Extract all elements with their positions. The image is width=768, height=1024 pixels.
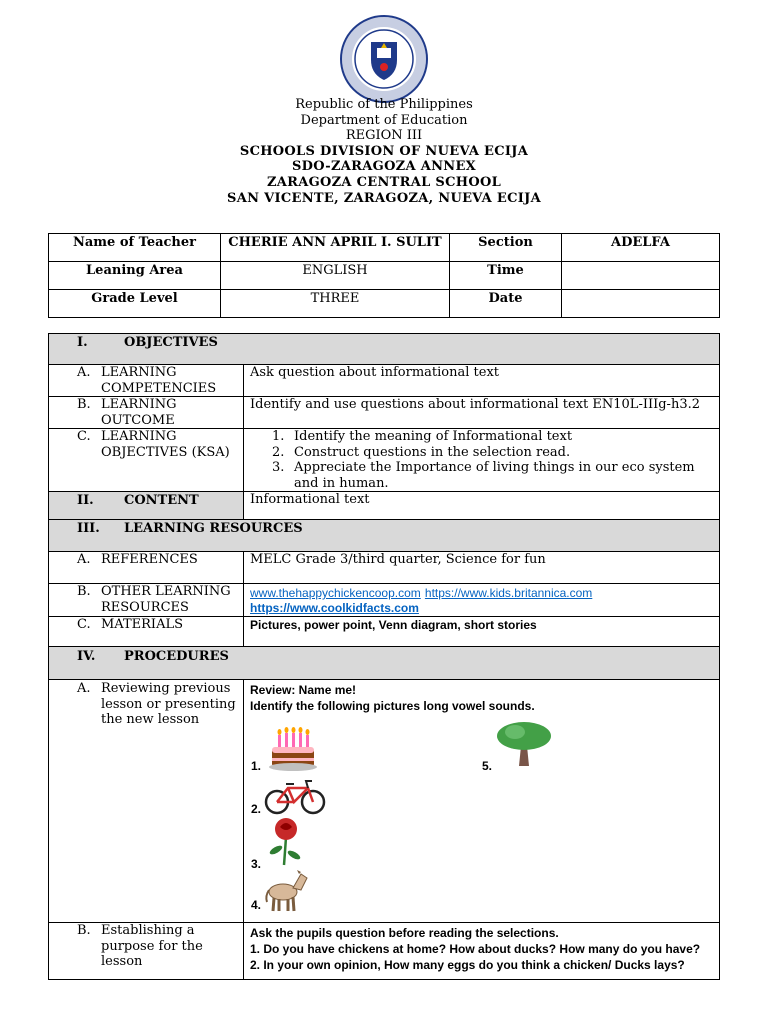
picture-number-3: 3. (251, 857, 262, 871)
tree-icon (495, 720, 553, 768)
row-review-label (49, 680, 244, 923)
section-procedures (49, 647, 720, 680)
header-line-address: SAN VICENTE, ZARAGOZA, NUEVA ECIJA (227, 191, 541, 206)
section-number: III. (77, 521, 100, 536)
time-value (562, 262, 720, 290)
header-line-school: ZARAGOZA CENTRAL SCHOOL (266, 175, 502, 190)
content-text: Informational text (250, 492, 370, 507)
item-letter: C. (77, 617, 91, 632)
rose-icon (266, 817, 306, 867)
section-title: LEARNING RESOURCES (124, 521, 303, 536)
row-purpose-label (49, 923, 244, 980)
item-label: Reviewing previous lesson or presenting the new lesson (101, 681, 236, 727)
item-label: LEARNING OBJECTIVES (KSA) (101, 429, 230, 460)
purpose-line: Ask the pupils question before reading the selections. (250, 926, 559, 940)
link-happychickencoop[interactable]: www.thehappychickencoop.com (250, 586, 421, 600)
section-resources (49, 520, 720, 552)
bicycle-icon (264, 776, 326, 816)
row-references-value (244, 552, 720, 584)
header-line-region: REGION III (345, 128, 423, 143)
row-references-label (49, 552, 244, 584)
row-outcome-label (49, 397, 244, 429)
section-label: Section (450, 234, 562, 262)
date-value (562, 290, 720, 318)
section-value: ADELFA (562, 234, 720, 262)
row-competencies-value (244, 365, 720, 397)
teacher-info-table (48, 233, 720, 318)
list-item: 1. Identify the meaning of Informational text (272, 429, 573, 444)
item-letter: C. (77, 429, 91, 444)
section-content (49, 492, 244, 520)
section-number: I. (77, 335, 88, 350)
references-text: MELC Grade 3/third quarter, Science for fun (250, 552, 546, 567)
deped-seal-logo (339, 14, 429, 104)
row-materials-value (244, 617, 720, 647)
purpose-line: 2. In your own opinion, How many eggs do you think a chicken/ Ducks lays? (250, 958, 685, 972)
purpose-line: 1. Do you have chickens at home? How about ducks? How many do you have? (250, 942, 701, 956)
picture-number-5: 5. (482, 759, 493, 773)
header-line-annex: SDO-ZARAGOZA ANNEX (291, 159, 477, 174)
header-line-division: SCHOOLS DIVISION OF NUEVA ECIJA (239, 144, 529, 159)
teacher-label: Name of Teacher (49, 234, 221, 262)
row-materials-label (49, 617, 244, 647)
row-other-resources-label (49, 584, 244, 617)
item-letter: B. (77, 397, 91, 412)
row-purpose-value (244, 923, 720, 980)
link-coolkidfacts[interactable]: https://www.coolkidfacts.com (250, 601, 419, 615)
picture-number-2: 2. (251, 802, 262, 816)
item-letter: A. (77, 365, 91, 380)
item-label: MATERIALS (101, 617, 183, 632)
horse-icon (263, 868, 309, 914)
row-other-resources-value (244, 584, 720, 617)
item-letter: A. (77, 552, 91, 567)
outcome-text: Identify and use questions about informational text EN10L-IIIg-h3.2 (250, 397, 700, 412)
row-ksa-label (49, 429, 244, 492)
objectives-list (244, 429, 719, 491)
date-label: Date (450, 290, 562, 318)
area-label: Leaning Area (49, 262, 221, 290)
review-instruction: Identify the following pictures long vowel sounds. (250, 699, 535, 713)
item-label: OTHER LEARNING RESOURCES (101, 584, 231, 615)
content-value (244, 492, 720, 520)
row-competencies-label (49, 365, 244, 397)
row-outcome-value (244, 397, 720, 429)
header-line-deped: Department of Education (300, 113, 468, 128)
item-letter: B. (77, 584, 91, 599)
lesson-plan-table (48, 333, 720, 980)
section-objectives (49, 334, 720, 365)
item-label: LEARNING COMPETENCIES (101, 365, 217, 396)
grade-label: Grade Level (49, 290, 221, 318)
area-value: ENGLISH (221, 262, 450, 290)
teacher-value: CHERIE ANN APRIL I. SULIT (221, 234, 450, 262)
link-britannica[interactable]: https://www.kids.britannica.com (424, 586, 593, 600)
grade-value: THREE (221, 290, 450, 318)
header-line-republic: Republic of the Philippines (295, 97, 473, 112)
item-letter: A. (77, 681, 91, 696)
review-title: Review: Name me! (250, 683, 357, 697)
section-title: PROCEDURES (124, 649, 229, 664)
list-item: 3. Appreciate the Importance of living things in our eco system and in human. (272, 460, 695, 491)
materials-text: Pictures, power point, Venn diagram, short stories (250, 618, 537, 632)
item-label: LEARNING OUTCOME (101, 397, 177, 428)
section-title: OBJECTIVES (124, 335, 218, 350)
item-letter: B. (77, 923, 91, 938)
item-label: REFERENCES (101, 552, 198, 567)
row-ksa-value (244, 429, 720, 492)
section-number: IV. (77, 649, 96, 664)
section-number: II. (77, 493, 94, 508)
picture-number-1: 1. (251, 759, 262, 773)
list-item: 2. Construct questions in the selection read. (272, 444, 571, 460)
time-label: Time (450, 262, 562, 290)
cake-icon (266, 725, 320, 773)
item-label: Establishing a purpose for the lesson (101, 923, 203, 969)
section-title: CONTENT (124, 493, 199, 508)
picture-number-4: 4. (251, 898, 262, 912)
competencies-text: Ask question about informational text (250, 365, 500, 380)
